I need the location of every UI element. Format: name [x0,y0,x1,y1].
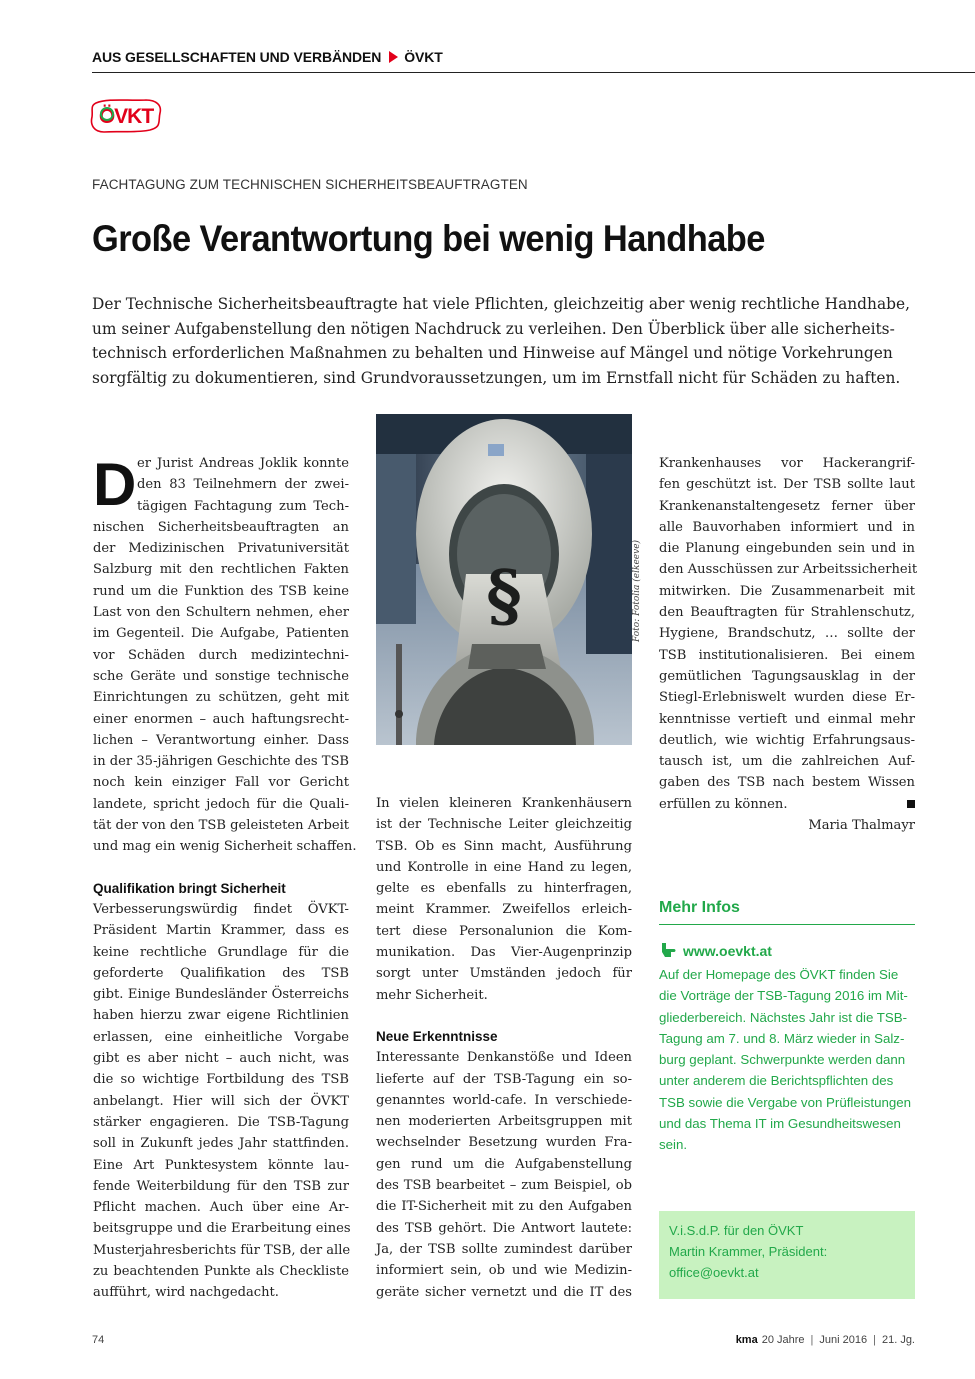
text-line: Eine Art Punktesystem könnte lau- [93,1157,349,1173]
column-1-section-2 [93,899,349,1304]
end-mark-icon [907,800,915,808]
subheading-qualifikation: Qualifikation bringt Sicherheit [93,880,286,896]
info-line: Auf der Homepage des ÖVKT finden Sie [659,967,899,982]
ct-scanner-photo [376,414,632,745]
header-text [92,49,443,65]
text-line: genanntes world-cafe. In verschiede- [376,1092,632,1108]
photo-credit: Foto: Fotolia (elkeeve) [632,539,642,642]
text-line: und mag ein wenig Sicherheit schaffen. [93,839,357,855]
page-number: 74 [92,1334,105,1346]
text-line: TSB institutionalisieren. Bei einem [659,647,915,663]
text-line: erfüllen zu können. [659,796,788,812]
footer-masthead [736,1334,915,1346]
text-line: Verbesserungswürdig findet ÖVKT- [93,901,349,917]
article-headline: Große Verantwortung bei wenig Handhabe [92,218,765,259]
info-line: die Vorträge der TSB-Tagung 2016 im Mit- [659,988,908,1004]
info-line: unter anderem die Berichtspflichten des [659,1073,894,1089]
footer-brand: kma [735,1334,758,1346]
column-1-opening [93,453,349,517]
text-line: Salzburg mit den rechtlichen Fakten [93,562,349,578]
footer-volume: 21. Jg. [881,1334,915,1346]
article-column-3 [659,453,918,836]
info-box-link[interactable] [659,942,772,959]
article-kicker: FACHTAGUNG ZUM TECHNISCHEN SICHERHEITSBEAUFTRAGTEN [92,177,528,192]
intro-line: Der Technische Sicherheitsbeauftragte hat viele Pflichten, gleichzeitig aber wenig rechtliche Handhabe, [92,295,910,313]
info-line: und das Thema IT im Gesundheitswesen [659,1116,901,1132]
text-line: beitsgruppe und die Erarbeitung eines [93,1221,351,1237]
text-line: einer enormen – auch haftungsrecht- [93,711,349,727]
text-line: Krankenhauses vor Hackerangrif- [659,456,915,471]
text-line: Stiegl-Erlebniswelt wurden diese Er- [659,690,915,706]
info-box-divider [659,924,915,925]
text-line: alle Bauvorhaben informiert und in [659,519,915,535]
text-line: mitwirken. Die Zusammenarbeit mit [659,583,915,599]
info-line: TSB sowie die Vergabe von Prüfleistungen [659,1094,912,1110]
text-line: nischen Sicherheitsbeauftragten an [93,519,349,535]
text-line: sorgt unter Umständen jedoch für [376,966,632,982]
column-2-section-2 [376,1047,632,1303]
text-line: Hygiene, Brandschutz, … sollte der [659,626,915,642]
text-line: gelte es ebenfalls zu hinterfragen, [376,881,632,897]
text-line: die Planung eingebunden sein und in [659,541,915,557]
text-line: Interessante Denkanstöße und Ideen [376,1050,632,1066]
text-line: gen rund um die Aufgabenstellung [376,1156,632,1172]
footer-separator: | [873,1334,876,1346]
text-line: TSB. Ob es Sinn macht, Ausführung [376,838,632,854]
article-author: Maria Thalmayr [808,818,915,834]
info-url-text: www.oevkt.at [683,943,772,959]
imprint-line: V.i.S.d.P. für den ÖVKT [669,1223,804,1238]
oevkt-logo [88,97,164,135]
text-line: geräte sicher vernetzt und die IT des [376,1284,632,1300]
footer-date: Juni 2016 [819,1334,868,1346]
text-line: zu beachtenden Punkte als Checkliste [93,1263,349,1279]
imprint-line: Martin Krammer, Präsident: [669,1244,828,1259]
info-box-title: Mehr Infos [659,899,740,916]
text-line: Krankenanstaltengesetz ferner über [659,498,915,514]
text-line: soll in Zukunft jedes Jahr stattfinden. [93,1136,349,1152]
info-line: sein. [659,1137,688,1153]
text-line: munikation. Das Vier-Augenprinzip [376,945,632,961]
column-2-body [376,793,632,1006]
text-line: lieferte auf der TSB-Tagung ein so- [376,1071,632,1087]
text-line: nen moderierten Arbeitsgruppen mit [376,1114,632,1130]
text-line: gaben des TSB nach bestem Wissen [659,775,915,791]
header-section: AUS GESELLSCHAFTEN UND VERBÄNDEN [92,49,382,65]
triangle-right-icon [389,51,398,63]
text-line: stärker engagieren. Die TSB-Tagung [93,1114,349,1130]
text-line: des TSB gehört. Die Antwort lautete: [376,1220,632,1236]
article-intro [92,292,915,390]
text-line: im Gegenteil. Die Aufgabe, Patienten [93,626,349,642]
text-line: aufführt, wird nachgedacht. [93,1285,279,1301]
text-line: den Ausschüssen zur Arbeitssicherheit [659,562,918,578]
subheading-erkenntnisse: Neue Erkenntnisse [376,1028,498,1044]
column-3-body [659,453,918,815]
text-line: keine rechtliche Grundlage für die [93,944,349,960]
text-line: den 83 Teilnehmern der zwei- [137,477,349,493]
text-line: gibt es aber nicht – auch nicht, was [93,1051,349,1067]
text-line: gibt. Einige Bundesländer Österreichs [93,987,349,1003]
text-line: vor Schäden durch medizintechni- [93,647,349,663]
article-column-1 [93,453,357,1304]
article-column-2 [376,793,632,1303]
text-line: tät der von den TSB geleisteten Arbeit [93,818,350,834]
text-line: Pflicht machen. Auch über eine Ar- [93,1200,349,1216]
text-line: informiert sein, ob und wie Medizin- [376,1263,632,1279]
footer-separator: | [810,1334,814,1346]
text-line: Einrichtungen zu schützen, geht mit [93,690,349,706]
intro-line: technisch erforderlichen Maßnahmen zu behalten und Hinweise auf Mängel und nötige Vorkehrungen [92,344,893,362]
text-line: tausch ist, um die zahlreichen Auf- [659,754,915,770]
paragraph-symbol: § [486,556,522,636]
info-line: burg geplant. Schwerpunkte werden dann [659,1052,906,1068]
text-line: geforderte Qualifikation des TSB [93,965,349,981]
running-header [92,49,975,73]
text-line: des TSB bearbeitet – zum Beispiel, ob [376,1178,632,1194]
text-line: lichen – Verantwortung einher. Dass [93,732,349,748]
footer-edition: 20 Jahre [761,1334,805,1346]
text-line: fen geschützt ist. Der TSB sollte laut [659,477,915,493]
text-line: deutlich, wie wichtig Erfahrungsaus- [659,732,915,748]
imprint-email[interactable]: office@oevkt.at [669,1265,759,1280]
text-line: gemütlichen Tagungsausklag in der [659,668,915,684]
text-line: rund um die Funktion des TSB keine [93,583,349,599]
text-line: tert diese Personalunion die Kom- [376,923,632,939]
text-line: den Beauftragten für Strahlenschutz, [659,605,915,621]
text-line: meint Krammer. Zweifellos erleich- [376,902,632,918]
svg-text:ÖVKT: ÖVKT [98,105,154,128]
text-line: landete, spricht jedoch für die Quali- [93,796,349,812]
text-line: ist der Technische Leiter gleichzeitig [376,817,632,833]
text-line: Musterjahresberichts für TSB, der alle [93,1242,351,1258]
drop-cap: D [93,451,137,518]
text-line: Präsident Martin Krammer, dass es [93,923,349,939]
text-line: erlassen, eine einheitliche Vorgabe [93,1029,349,1045]
text-line: haben hierzu zwar eigene Richtlinien [93,1008,349,1024]
text-line: noch kein einziger Fall vor Gericht [93,775,349,791]
text-line: in der 35-jährigen Geschichte des TSB [93,754,350,770]
header-subsection: ÖVKT [404,49,443,65]
info-line: gliederbereich. Nächstes Jahr ist die TSB- [659,1009,908,1025]
info-line: Tagung am 7. und 8. März wieder in Salz- [659,1030,905,1046]
text-line: und Kontrolle in eine Hand zu legen, [376,859,632,875]
text-line: die IT-Sicherheit mit zu den Aufgaben [376,1199,632,1215]
text-line: kenntnisse vertieft und einmal mehr [659,711,915,727]
text-line: die so wichtige Fortbildung des TSB [93,1072,349,1088]
text-line: Ja, der TSB sollte zumindest darüber [376,1241,632,1257]
text-line: fende Weiterbildung für den TSB zur [93,1178,349,1194]
imprint-box [659,1211,915,1299]
text-line: Last von den Schultern nehmen, eher [93,605,349,621]
text-line: In vielen kleineren Krankenhäusern [376,796,632,811]
intro-line: sorgfältig zu dokumentieren, sind Grundvoraussetzungen, um im Ernstfall nicht für Schäden zu haften. [92,368,901,387]
info-box-body [659,964,915,1156]
intro-line: um seiner Aufgabenstellung den nötigen Nachdruck zu verleihen. Den Überblick über alle sicherheits- [92,319,895,338]
text-line: tägigen Fachtagung zum Tech- [137,498,349,514]
text-line: der Medizinischen Privatuniversität [93,541,349,557]
text-line: er Jurist Andreas Joklik konnte [137,456,349,471]
column-1-body [93,517,357,858]
text-line: mehr Sicherheit. [376,987,488,1003]
text-line: sche Geräte und sonstige technische [93,668,349,684]
text-line: wechselnder Besetzung wurden Fra- [376,1135,632,1151]
text-line: anbelangt. Hier will sich der ÖVKT [93,1093,349,1109]
pointer-hand-icon [659,942,679,958]
